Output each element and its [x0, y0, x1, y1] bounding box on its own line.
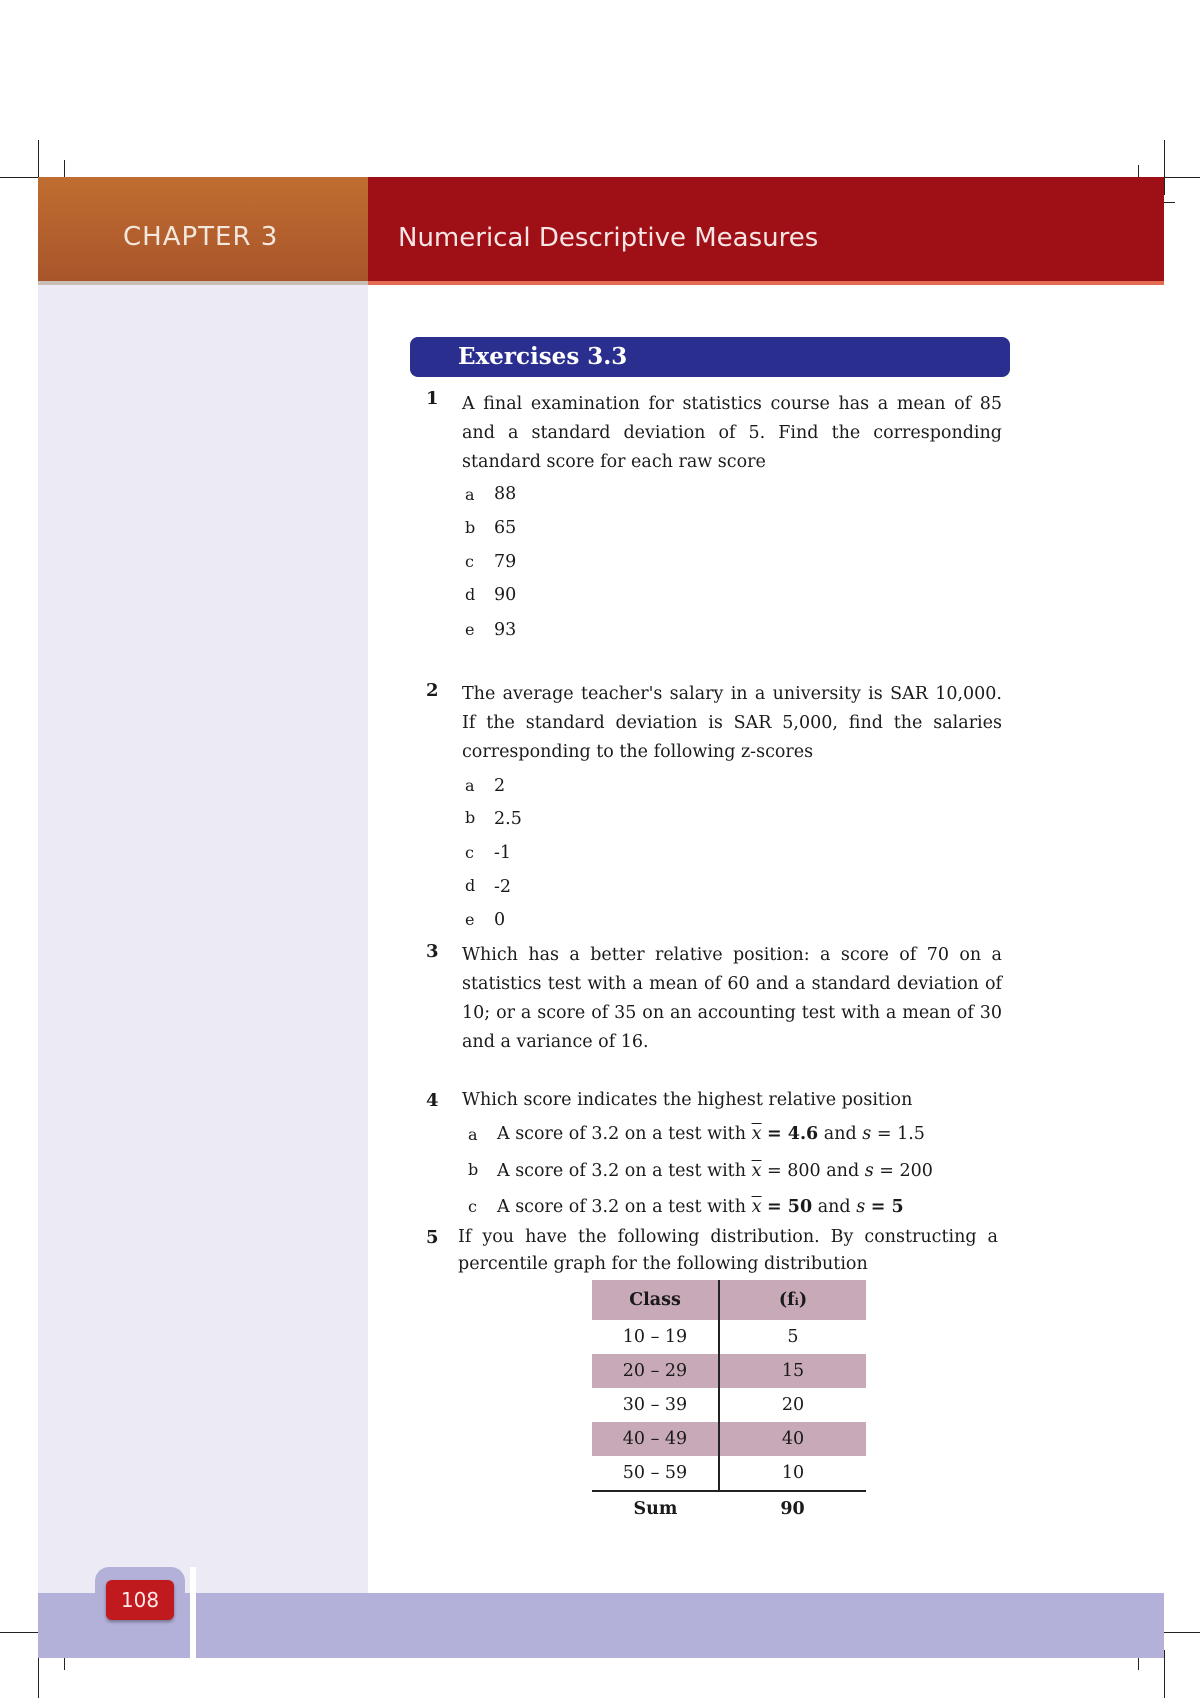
footer-divider [190, 1567, 196, 1658]
frequency-cell: 10 [781, 1463, 805, 1483]
frequency-cell: 20 [781, 1395, 805, 1415]
question-number: 3 [426, 941, 439, 962]
option-letter: d [465, 585, 476, 604]
footer-bar [38, 1593, 1164, 1658]
option-formula [497, 1124, 925, 1144]
question-text: If you have the following distribution. By constructing a percentile graph for the following distribution [458, 1227, 998, 1274]
option-letter: a [468, 1125, 478, 1144]
xbar-symbol: $\overline{x}$ [751, 1124, 762, 1144]
sd-value: = 1.5 [876, 1124, 925, 1144]
table-header-row [592, 1280, 866, 1320]
s-symbol: s [862, 1124, 872, 1144]
option-value: 93 [494, 620, 517, 640]
class-cell: 40 – 49 [592, 1422, 719, 1456]
option-letter: a [465, 485, 475, 504]
question-text: Which has a better relative position: a score of 70 on a statistics test with a mean of 60 and a standard deviation of 10; or a score of 35 on an accounting test with a mean of 30 and a variance of 16. [462, 945, 1002, 1052]
sidebar-background [38, 285, 368, 1658]
question-number: 4 [426, 1090, 439, 1111]
question-text: Which score indicates the highest relative position [462, 1090, 913, 1110]
distribution-table [592, 1280, 866, 1526]
option-letter: d [465, 876, 476, 895]
option-letter: c [465, 552, 474, 571]
class-cell: 30 – 39 [592, 1388, 719, 1422]
option-formula [497, 1161, 933, 1181]
option-value: -2 [494, 877, 512, 897]
column-header-frequency: (fᵢ) [719, 1280, 866, 1320]
option-value: 2 [494, 776, 506, 796]
class-cell: 20 – 29 [592, 1354, 719, 1388]
frequency-cell: 15 [719, 1354, 866, 1388]
option-value: 88 [494, 484, 517, 504]
question-number: 2 [426, 680, 439, 701]
table-row [592, 1354, 866, 1388]
column-header-class: Class [592, 1280, 719, 1320]
option-prefix: A score of 3.2 on a test with [497, 1197, 746, 1217]
option-prefix: A score of 3.2 on a test with [497, 1161, 746, 1181]
frequency-cell: 5 [787, 1327, 799, 1347]
title-bar [368, 177, 1164, 285]
table-sum-row [592, 1491, 866, 1526]
option-value: 79 [494, 552, 517, 572]
crop-mark [1164, 1650, 1165, 1698]
option-value: -1 [494, 843, 512, 863]
s-symbol: s [864, 1161, 874, 1181]
crop-mark [1164, 140, 1165, 195]
and-word: and [823, 1124, 857, 1144]
class-cell: 50 – 59 [592, 1456, 719, 1491]
xbar-symbol: $\overline{x}$ [751, 1161, 762, 1181]
option-value: 0 [494, 910, 506, 930]
option-value: 65 [494, 518, 517, 538]
option-value: 2.5 [494, 809, 522, 829]
and-word: and [817, 1197, 851, 1217]
and-word: and [826, 1161, 860, 1181]
question-text: The average teacher's salary in a university is SAR 10,000. If the standard deviation is SAR 5,000, find the salaries corresponding to the following z-scores [462, 684, 1002, 762]
option-letter: c [465, 843, 474, 862]
chapter-box [38, 177, 368, 285]
page-title: Numerical Descriptive Measures [398, 223, 819, 253]
option-letter: e [465, 620, 475, 639]
table-row [592, 1320, 866, 1354]
option-letter: e [465, 910, 475, 929]
question-number: 5 [426, 1227, 439, 1248]
question-text: A final examination for statistics course has a mean of 85 and a standard deviation of 5. Find the corresponding standard score for each raw score [462, 394, 1002, 472]
question-number: 1 [426, 388, 439, 409]
mean-value: = 4.6 [767, 1124, 819, 1144]
class-cell: 10 – 19 [592, 1320, 719, 1354]
option-formula [497, 1197, 904, 1217]
option-letter: a [465, 776, 475, 795]
sd-value: = 200 [879, 1161, 933, 1181]
table-row [592, 1388, 866, 1422]
sd-value: = 5 [870, 1197, 904, 1217]
option-letter: c [468, 1197, 477, 1216]
mean-value: = 800 [767, 1161, 821, 1181]
page-number-badge [106, 1580, 174, 1620]
exercises-header [410, 337, 1010, 377]
s-symbol: s [856, 1197, 866, 1217]
sum-label: Sum [592, 1491, 719, 1526]
sum-value: 90 [719, 1491, 866, 1526]
exercises-heading: Exercises 3.3 [458, 343, 628, 370]
option-letter: b [465, 518, 476, 537]
xbar-symbol: $\overline{x}$ [751, 1197, 762, 1217]
mean-value: = 50 [767, 1197, 813, 1217]
option-prefix: A score of 3.2 on a test with [497, 1124, 746, 1144]
chapter-label: CHAPTER 3 [123, 222, 279, 252]
table-row [592, 1422, 866, 1456]
option-letter: b [465, 808, 476, 827]
option-letter: b [468, 1160, 479, 1179]
option-value: 90 [494, 585, 517, 605]
frequency-cell: 40 [719, 1422, 866, 1456]
table-row [592, 1456, 866, 1491]
page-number: 108 [120, 1588, 160, 1612]
